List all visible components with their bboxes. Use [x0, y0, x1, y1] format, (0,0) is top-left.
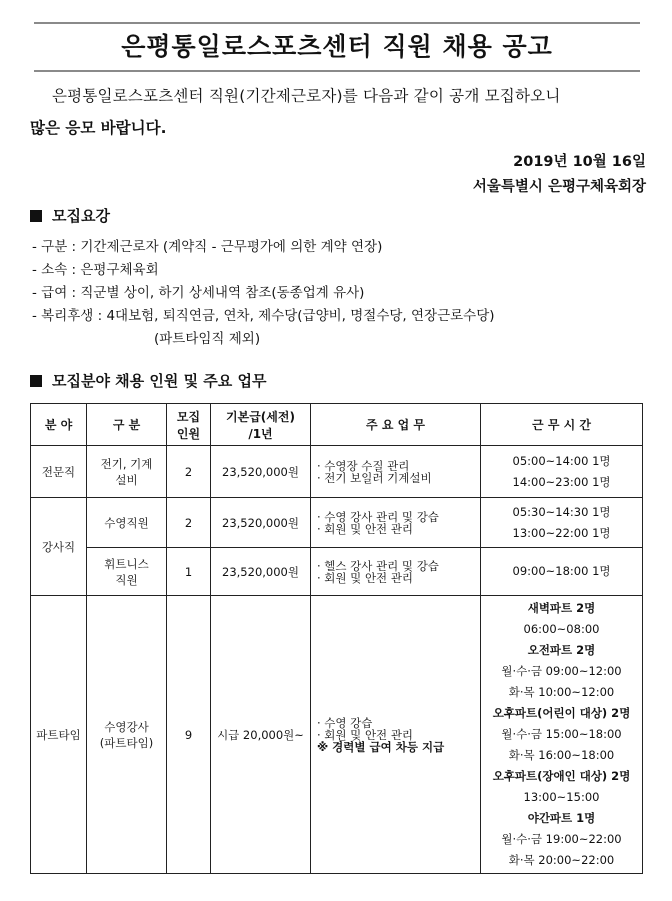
cell-hours: 09:00~18:00 1명: [481, 548, 643, 596]
requirement-note: (파트타임직 제외): [154, 331, 261, 347]
page-title: 은평통일로스포츠센터 직원 채용 공고: [121, 32, 553, 61]
cell-field: 파트타임: [31, 596, 87, 874]
cell-duties: · 수영장 수질 관리 · 전기 보일러 기계설비: [311, 446, 481, 498]
part-time: 화·목 16:00~18:00: [508, 748, 615, 762]
part-name: 오후파트(어린이 대상) 2명: [492, 706, 631, 720]
cell-duties: · 헬스 강사 관리 및 강습 · 회원 및 안전 관리: [311, 548, 481, 596]
header-recruit-count: 모집 인원: [167, 404, 211, 446]
part-time: 13:00~15:00: [523, 790, 600, 804]
cell-field: 강사직: [31, 498, 87, 596]
header-base-pay: 기본급(세전) /1년: [211, 404, 311, 446]
requirement-item: - 소속 : 은평구체육회: [32, 262, 159, 278]
part-time: 월·수·금 09:00~12:00: [501, 664, 622, 678]
part-name: 오전파트 2명: [527, 643, 596, 657]
requirement-item: - 급여 : 직군별 상이, 하기 상세내역 참조(동종업계 유사): [32, 285, 365, 301]
cell-count: 1: [167, 548, 211, 596]
part-time: 화·목 20:00~22:00: [508, 853, 615, 867]
part-name: 야간파트 1명: [527, 811, 596, 825]
cell-type: 전기, 기계 설비: [87, 446, 167, 498]
requirement-item: - 복리후생 : 4대보험, 퇴직연금, 연차, 제수당(급양비, 명절수당, 연장근로수당): [32, 308, 495, 324]
table-header-row: [31, 404, 643, 446]
intro-line-1: 은평통일로스포츠센터 직원(기간제근로자)를 다음과 같이 공개 모집하오니: [52, 87, 561, 105]
cell-pay: 23,520,000원: [211, 446, 311, 498]
part-time: 월·수·금 19:00~22:00: [501, 832, 622, 846]
cell-count: 2: [167, 498, 211, 548]
pay-note: ※ 경력별 급여 차등 지급: [317, 739, 445, 754]
header-main-duties: 주 요 업 무: [311, 404, 481, 446]
cell-type: 수영강사 (파트타임): [87, 596, 167, 874]
issuing-organization: 서울특별시 은평구체육회장: [472, 179, 646, 195]
header-field: 분 야: [31, 404, 87, 446]
header-type: 구 분: [87, 404, 167, 446]
cell-count: 9: [167, 596, 211, 874]
cell-field: 전문직: [31, 446, 87, 498]
part-name: 오후파트(장애인 대상) 2명: [492, 769, 631, 783]
notice-date: 2019년 10월 16일: [513, 154, 646, 170]
table-row: [31, 596, 643, 874]
header-work-hours: 근 무 시 간: [481, 404, 643, 446]
cell-type: 수영직원: [87, 498, 167, 548]
cell-pay: 23,520,000원: [211, 548, 311, 596]
square-bullet-icon: [30, 210, 42, 222]
section-title: 모집요강: [52, 207, 110, 225]
section-title: 모집분야 채용 인원 및 주요 업무: [52, 372, 267, 390]
part-time: 월·수·금 15:00~18:00: [501, 727, 622, 741]
title-band: [34, 22, 640, 72]
cell-count: 2: [167, 446, 211, 498]
cell-hours: 05:00~14:00 1명 14:00~23:00 1명: [481, 446, 643, 498]
section-heading-positions: [30, 370, 266, 391]
cell-hours: 05:30~14:30 1명 13:00~22:00 1명: [481, 498, 643, 548]
intro-line-2: 많은 응모 바랍니다.: [30, 119, 167, 137]
table-row: [31, 548, 643, 596]
part-name: 새벽파트 2명: [527, 601, 596, 615]
date-block: [473, 150, 646, 200]
table-row: [31, 498, 643, 548]
positions-table: [30, 403, 643, 874]
cell-hours-parts: [481, 596, 643, 874]
cell-duties: · 수영 강사 관리 및 강습 · 회원 및 안전 관리: [311, 498, 481, 548]
cell-pay: 23,520,000원: [211, 498, 311, 548]
cell-type: 휘트니스 직원: [87, 548, 167, 596]
cell-duties: · 수영 강습 · 회원 및 안전 관리 ※ 경력별 급여 차등 지급: [311, 596, 481, 874]
cell-pay: 시급 20,000원~: [211, 596, 311, 874]
table-row: [31, 446, 643, 498]
square-bullet-icon: [30, 375, 42, 387]
section-heading-requirements: [30, 205, 110, 226]
part-time: 화·목 10:00~12:00: [508, 685, 615, 699]
requirement-item: - 구분 : 기간제근로자 (계약직 - 근무평가에 의한 계약 연장): [32, 239, 383, 255]
part-time: 06:00~08:00: [523, 622, 600, 636]
intro-paragraph: [30, 80, 642, 144]
requirements-list: [32, 236, 495, 351]
